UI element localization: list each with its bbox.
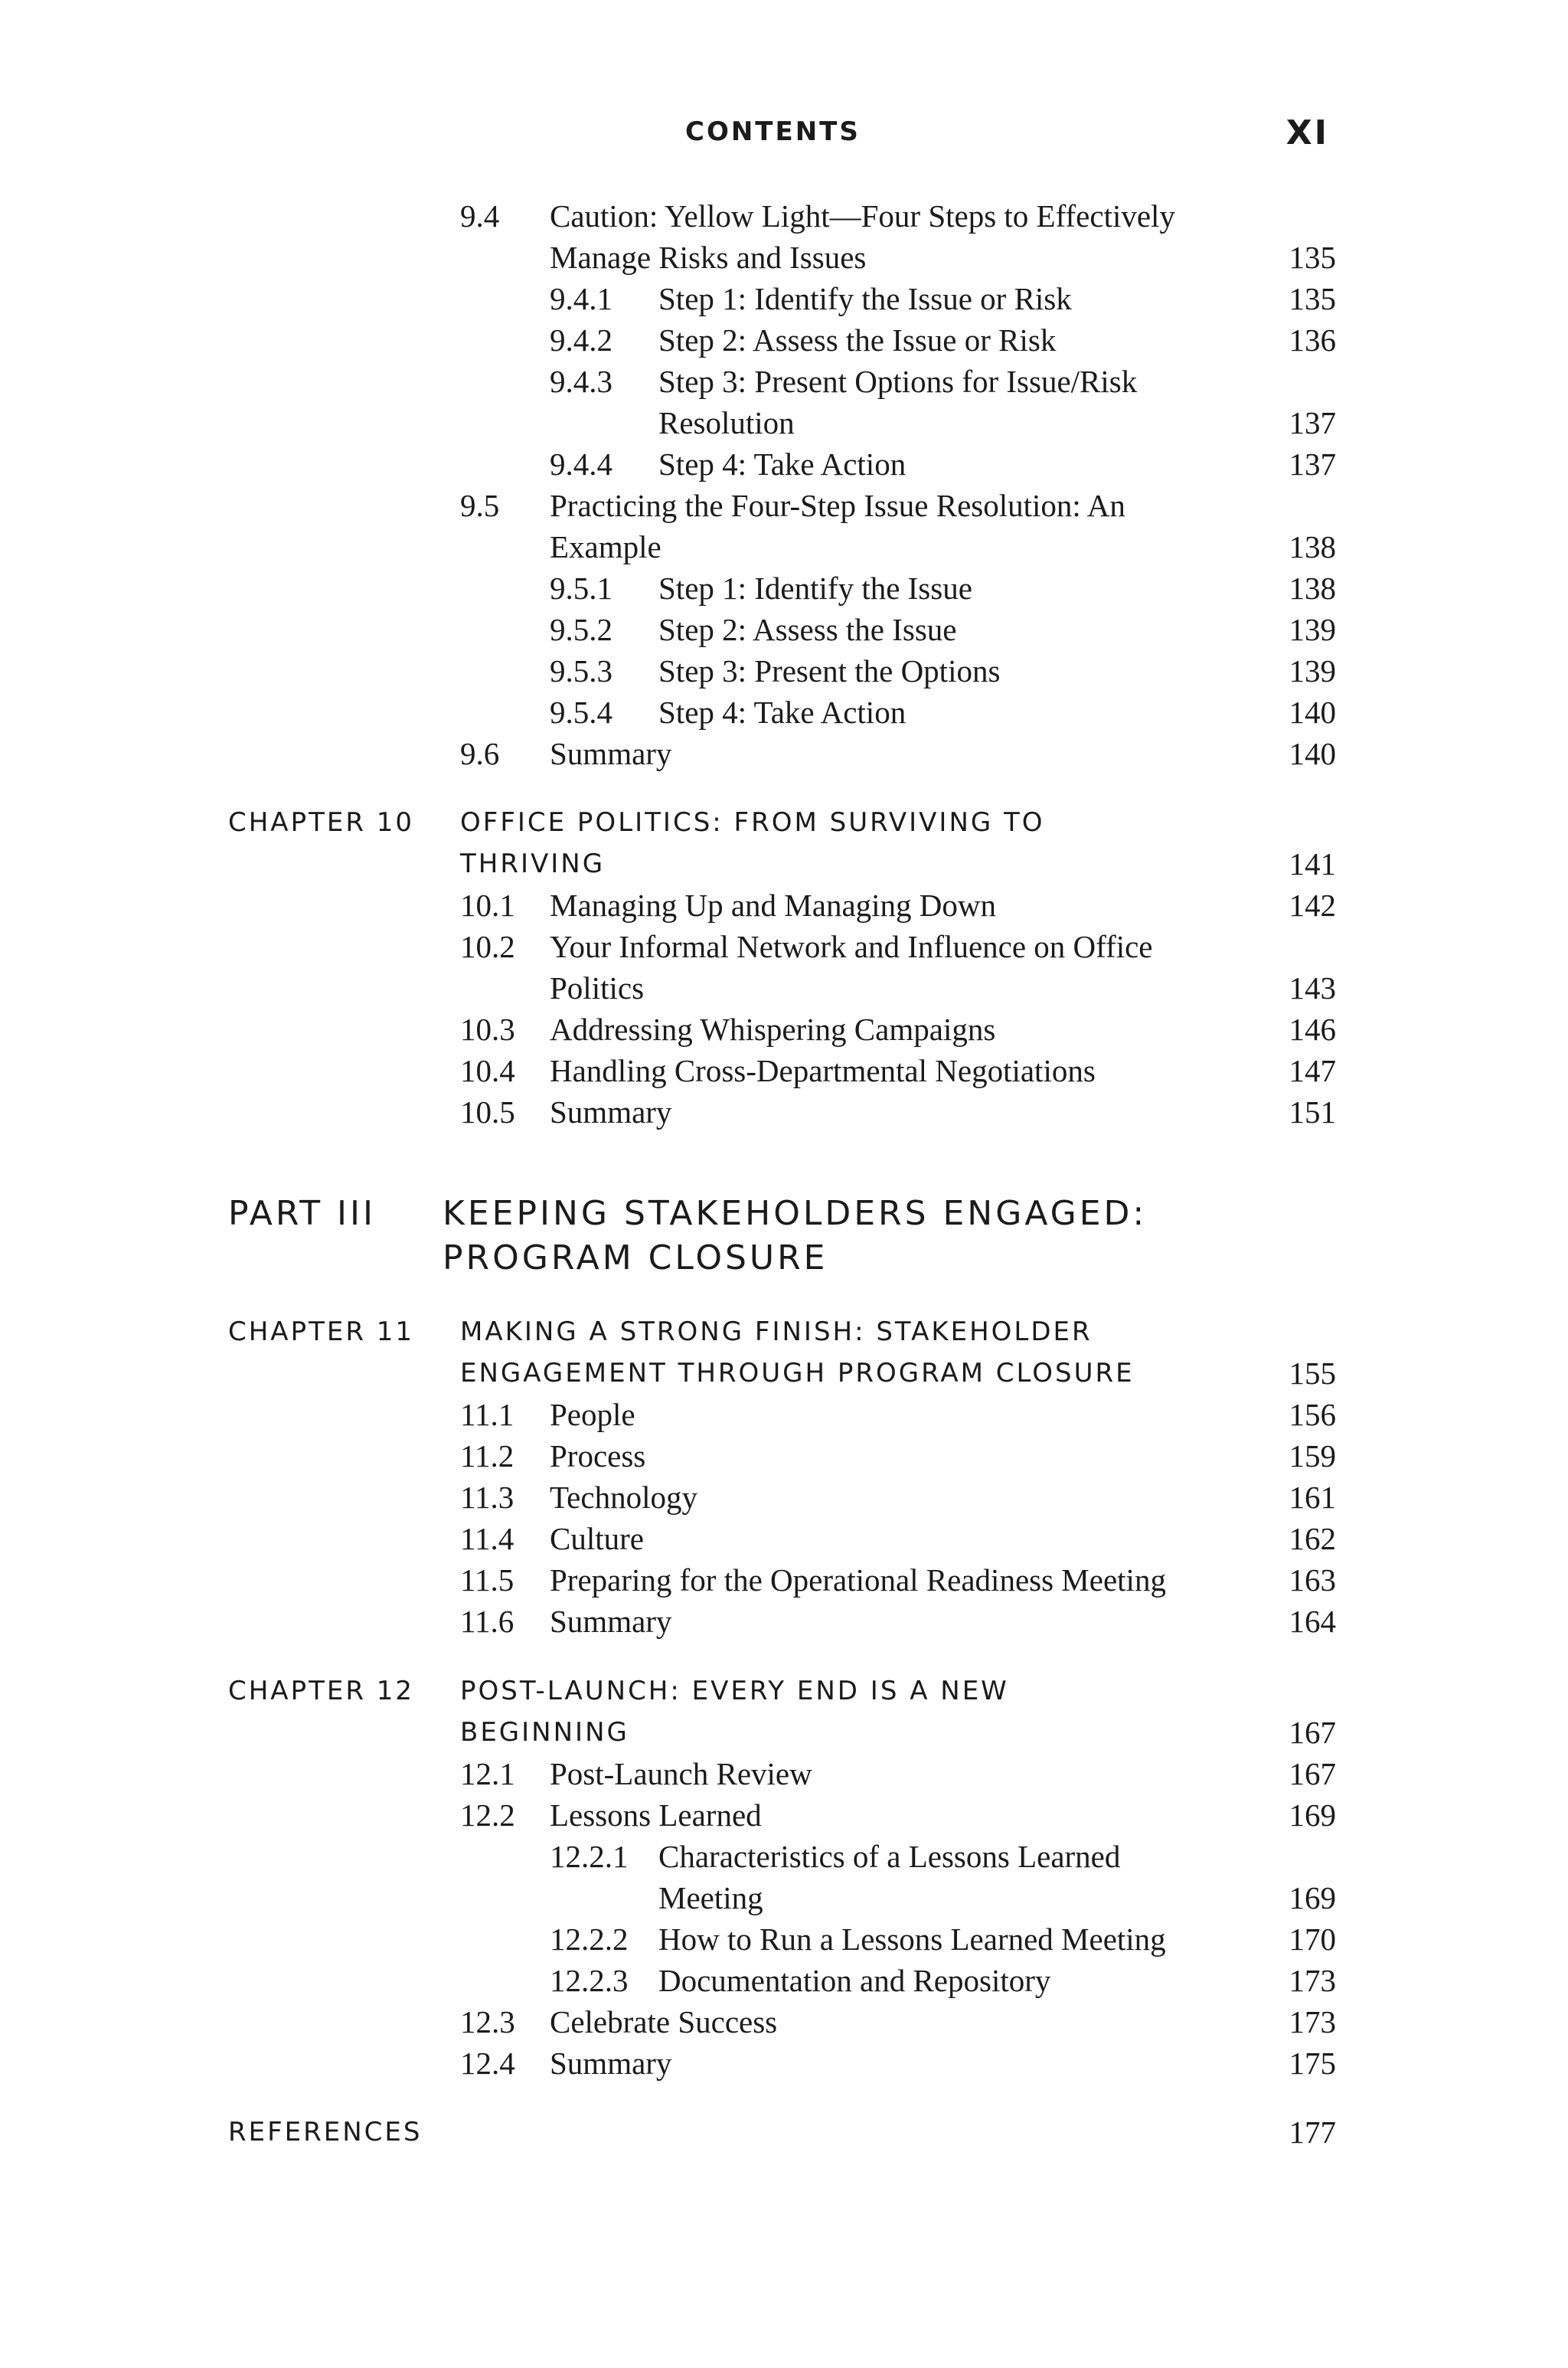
page-number: 169 <box>1289 1797 1336 1833</box>
toc-part-3-cont[interactable] <box>0 1235 1568 1281</box>
section-title: Process <box>550 1438 646 1473</box>
section-title: Summary <box>550 1094 672 1130</box>
section-number: 9.4.3 <box>550 364 612 399</box>
section-title: Technology <box>550 1480 697 1515</box>
section-title: Step 1: Identify the Issue <box>658 571 972 606</box>
section-number: 12.2.3 <box>550 1963 629 1998</box>
page-number: 170 <box>1289 1922 1336 1957</box>
page-number: 142 <box>1289 888 1336 923</box>
toc-chapter-10-cont[interactable] <box>0 843 1568 885</box>
toc-entry-10-5[interactable] <box>0 1091 1568 1133</box>
section-title: Post-Launch Review <box>550 1756 812 1791</box>
toc-entry-11-3[interactable] <box>0 1477 1568 1518</box>
section-number: 11.2 <box>460 1438 514 1473</box>
toc-entry-9-4-3-cont[interactable] <box>0 402 1568 443</box>
page-number: 138 <box>1289 529 1336 564</box>
section-title: Summary <box>550 2046 672 2081</box>
section-number: 11.5 <box>460 1562 514 1598</box>
page-number: 161 <box>1289 1480 1336 1515</box>
toc-entry-11-4[interactable] <box>0 1518 1568 1559</box>
section-title: Caution: Yellow Light—Four Steps to Effectively <box>550 198 1175 234</box>
section-title-cont: Meeting <box>658 1880 763 1915</box>
references-label: REFERENCES <box>228 2117 423 2147</box>
section-title: Step 1: Identify the Issue or Risk <box>658 281 1072 316</box>
section-number: 12.2 <box>460 1797 515 1833</box>
section-number: 10.3 <box>460 1012 515 1047</box>
chapter-title: OFFICE POLITICS: FROM SURVIVING TO <box>460 807 1045 838</box>
toc-entry-10-3[interactable] <box>0 1009 1568 1050</box>
chapter-title-cont: ENGAGEMENT THROUGH PROGRAM CLOSURE <box>460 1358 1135 1388</box>
page-number: 173 <box>1289 1963 1336 1998</box>
page-number: 167 <box>1289 1715 1336 1750</box>
toc-entry-11-1[interactable] <box>0 1394 1568 1435</box>
section-number: 10.1 <box>460 888 515 923</box>
page-number: 177 <box>1289 2115 1336 2150</box>
page-number: 151 <box>1289 1094 1336 1130</box>
section-title: Step 2: Assess the Issue <box>658 612 957 647</box>
toc-chapter-10[interactable] <box>0 802 1568 843</box>
page-folio: XI <box>1285 113 1329 152</box>
toc-entry-9-4-1[interactable] <box>0 278 1568 319</box>
section-number: 11.1 <box>460 1397 514 1432</box>
toc-entry-12-2-3[interactable] <box>0 1960 1568 2001</box>
section-number: 11.6 <box>460 1604 514 1639</box>
page-number: 137 <box>1289 446 1336 482</box>
page-number: 175 <box>1289 2046 1336 2081</box>
page-number: 156 <box>1289 1397 1336 1432</box>
toc-entry-9-5-1[interactable] <box>0 567 1568 609</box>
section-title: Summary <box>550 1604 672 1639</box>
part-label: PART III <box>228 1194 376 1233</box>
page-number: 164 <box>1289 1604 1336 1639</box>
running-head: CONTENTS <box>685 116 861 147</box>
section-title: Handling Cross-Departmental Negotiations <box>550 1053 1096 1088</box>
toc-entry-12-3[interactable] <box>0 2001 1568 2043</box>
toc-chapter-12[interactable] <box>0 1670 1568 1712</box>
page-number: 169 <box>1289 1880 1336 1915</box>
page-number: 137 <box>1289 405 1336 440</box>
page-number: 147 <box>1289 1053 1336 1088</box>
page-number: 143 <box>1289 970 1336 1006</box>
section-title: How to Run a Lessons Learned Meeting <box>658 1922 1166 1957</box>
toc-entry-9-5-cont[interactable] <box>0 526 1568 567</box>
section-title: Practicing the Four-Step Issue Resolution: An <box>550 488 1125 523</box>
section-title: Addressing Whispering Campaigns <box>550 1012 996 1047</box>
chapter-title: MAKING A STRONG FINISH: STAKEHOLDER <box>460 1316 1093 1347</box>
page-number: 139 <box>1289 612 1336 647</box>
section-title: Summary <box>550 736 672 771</box>
page-number: 155 <box>1289 1356 1336 1391</box>
page-number: 167 <box>1289 1756 1336 1791</box>
section-number: 10.4 <box>460 1053 515 1088</box>
toc-part-3[interactable] <box>0 1191 1568 1237</box>
toc-entry-9-4-2[interactable] <box>0 319 1568 361</box>
toc-entry-9-4-4[interactable] <box>0 443 1568 485</box>
page-number: 162 <box>1289 1521 1336 1556</box>
section-title: Lessons Learned <box>550 1797 762 1833</box>
page-number: 139 <box>1289 653 1336 688</box>
section-title: Characteristics of a Lessons Learned <box>658 1839 1121 1874</box>
section-title-cont: Example <box>550 529 662 564</box>
section-number: 9.4.1 <box>550 281 612 316</box>
section-number: 12.1 <box>460 1756 515 1791</box>
section-title: Your Informal Network and Influence on Office <box>550 929 1153 964</box>
page-number: 140 <box>1289 695 1336 730</box>
section-number: 9.6 <box>460 736 500 771</box>
toc-entry-9-4[interactable] <box>0 195 1568 237</box>
toc-chapter-11-cont[interactable] <box>0 1352 1568 1394</box>
page-number: 135 <box>1289 281 1336 316</box>
section-title: Managing Up and Managing Down <box>550 888 997 923</box>
page-number: 138 <box>1289 571 1336 606</box>
toc-entry-12-2[interactable] <box>0 1794 1568 1836</box>
toc-entry-9-5-3[interactable] <box>0 650 1568 692</box>
section-number: 9.4.4 <box>550 446 612 482</box>
toc-entry-9-4-cont[interactable] <box>0 237 1568 278</box>
section-number: 12.3 <box>460 2004 515 2039</box>
section-title: Celebrate Success <box>550 2004 778 2039</box>
section-title: Step 4: Take Action <box>658 446 906 482</box>
page-number: 135 <box>1289 240 1336 275</box>
toc-entry-12-1[interactable] <box>0 1753 1568 1794</box>
toc-chapter-11[interactable] <box>0 1311 1568 1352</box>
part-title: KEEPING STAKEHOLDERS ENGAGED: <box>443 1194 1148 1233</box>
toc-entry-10-4[interactable] <box>0 1050 1568 1091</box>
page-number: 173 <box>1289 2004 1336 2039</box>
section-title-cont: Resolution <box>658 405 795 440</box>
toc-entry-9-5-2[interactable] <box>0 609 1568 650</box>
part-title-cont: PROGRAM CLOSURE <box>443 1238 828 1277</box>
chapter-title-cont: THRIVING <box>460 849 606 879</box>
section-number: 9.4.2 <box>550 322 612 358</box>
section-title: Documentation and Repository <box>658 1963 1051 1998</box>
toc-entry-11-2[interactable] <box>0 1435 1568 1477</box>
section-title: People <box>550 1397 635 1432</box>
section-title: Culture <box>550 1521 644 1556</box>
section-number: 9.5.1 <box>550 571 612 606</box>
section-number: 10.5 <box>460 1094 515 1130</box>
chapter-label: CHAPTER 12 <box>228 1676 415 1706</box>
page-number: 163 <box>1289 1562 1336 1598</box>
section-number: 9.5.4 <box>550 695 612 730</box>
toc-entry-12-2-2[interactable] <box>0 1918 1568 1960</box>
page-number: 136 <box>1289 322 1336 358</box>
toc-entry-10-1[interactable] <box>0 885 1568 926</box>
page-number: 141 <box>1289 846 1336 881</box>
section-title: Step 3: Present the Options <box>658 653 1001 688</box>
toc-entry-9-5-4[interactable] <box>0 692 1568 733</box>
toc-references[interactable] <box>0 2111 1568 2153</box>
toc-entry-11-6[interactable] <box>0 1601 1568 1642</box>
section-number: 12.2.1 <box>550 1839 629 1874</box>
section-title: Preparing for the Operational Readiness Meeting <box>550 1562 1166 1598</box>
toc-entry-9-4-3[interactable] <box>0 361 1568 402</box>
section-number: 11.4 <box>460 1521 514 1556</box>
chapter-title: POST-LAUNCH: EVERY END IS A NEW <box>460 1676 1009 1706</box>
section-number: 9.4 <box>460 198 500 234</box>
section-title: Step 2: Assess the Issue or Risk <box>658 322 1057 358</box>
toc-chapter-12-cont[interactable] <box>0 1712 1568 1753</box>
toc-entry-12-2-1-cont[interactable] <box>0 1877 1568 1918</box>
toc-entry-11-5[interactable] <box>0 1559 1568 1601</box>
section-number: 11.3 <box>460 1480 514 1515</box>
toc-entry-9-6[interactable] <box>0 733 1568 774</box>
section-title-cont: Manage Risks and Issues <box>550 240 867 275</box>
chapter-label: CHAPTER 11 <box>228 1316 415 1347</box>
toc-entry-12-4[interactable] <box>0 2043 1568 2084</box>
section-number: 9.5 <box>460 488 500 523</box>
toc-entry-10-2-cont[interactable] <box>0 967 1568 1009</box>
section-title: Step 4: Take Action <box>658 695 906 730</box>
toc-entry-9-5[interactable] <box>0 485 1568 526</box>
page-number: 146 <box>1289 1012 1336 1047</box>
section-title: Step 3: Present Options for Issue/Risk <box>658 364 1138 399</box>
chapter-label: CHAPTER 10 <box>228 807 415 838</box>
page-number: 159 <box>1289 1438 1336 1473</box>
section-number: 10.2 <box>460 929 515 964</box>
section-number: 12.4 <box>460 2046 515 2081</box>
toc-entry-10-2[interactable] <box>0 926 1568 967</box>
section-number: 9.5.2 <box>550 612 612 647</box>
page-number: 140 <box>1289 736 1336 771</box>
chapter-title-cont: BEGINNING <box>460 1717 629 1748</box>
section-title-cont: Politics <box>550 970 645 1006</box>
section-number: 12.2.2 <box>550 1922 629 1957</box>
section-number: 9.5.3 <box>550 653 612 688</box>
toc-entry-12-2-1[interactable] <box>0 1836 1568 1877</box>
